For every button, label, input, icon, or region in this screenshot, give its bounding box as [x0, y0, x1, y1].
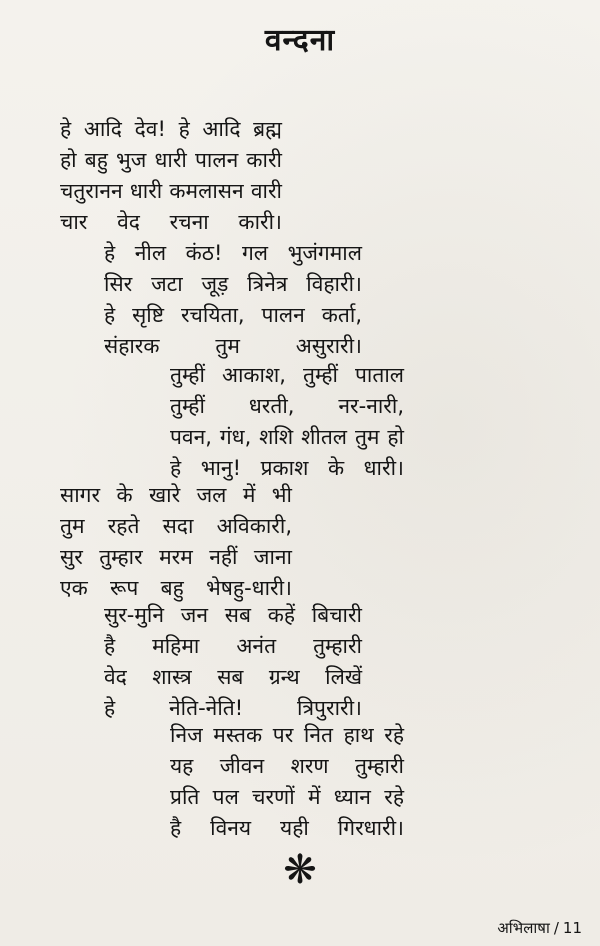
stanza-1: [60, 114, 282, 238]
book-title: अभिलाषा: [497, 919, 550, 937]
poem-line: हे नेति-नेति! त्रिपुरारी।: [104, 696, 362, 720]
poem-line: एक रूप बहु भेषहु-धारी।: [60, 576, 292, 600]
poem-line: है महिमा अनंत तुम्हारी: [104, 634, 362, 658]
poem-line: पवन, गंध, शशि शीतल तुम हो: [170, 425, 404, 449]
stanza-4: [60, 480, 292, 604]
poem-line: हे भानु! प्रकाश के धारी।: [170, 456, 404, 480]
poem-title: वन्दना: [264, 23, 336, 58]
poem-line: चतुरानन धारी कमलासन वारी: [60, 179, 282, 203]
poem-line: हे नील कंठ! गल भुजंगमाल: [104, 241, 362, 265]
stanza-6: [170, 720, 404, 844]
stanza-2: [104, 238, 362, 362]
poem-line: यह जीवन शरण तुम्हारी: [170, 754, 404, 778]
poem-line: तुम रहते सदा अविकारी,: [60, 514, 292, 538]
stanza-3: [170, 360, 404, 484]
poem-line: वेद शास्त्र सब ग्रन्थ लिखें: [104, 665, 362, 689]
poem-line: सिर जटा जूड़ त्रिनेत्र विहारी।: [104, 272, 362, 296]
poem-line: चार वेद रचना कारी।: [60, 210, 282, 234]
poem-line: हे सृष्टि रचयिता, पालन कर्ता,: [104, 303, 362, 327]
poem-line: सुर तुम्हार मरम नहीं जाना: [60, 545, 292, 569]
footer-separator: /: [553, 919, 559, 937]
poem-line: प्रति पल चरणों में ध्यान रहे: [170, 785, 404, 809]
stanza-5: [104, 600, 362, 724]
flower-ornament-icon: ❋: [283, 847, 317, 893]
page-footer: [497, 918, 582, 938]
poem-line: हे आदि देव! हे आदि ब्रह्म: [60, 117, 282, 141]
poem-line: है विनय यही गिरधारी।: [170, 816, 404, 840]
poem-line: संहारक तुम असुरारी।: [104, 334, 362, 358]
poem-line: सागर के खारे जल में भी: [60, 483, 292, 507]
poem-line: तुम्हीं आकाश, तुम्हीं पाताल: [170, 363, 404, 387]
poem-line: निज मस्तक पर नित हाथ रहे: [170, 723, 404, 747]
poem-line: सुर-मुनि जन सब कहें बिचारी: [104, 603, 362, 627]
poem-line: हो बहु भुज धारी पालन कारी: [60, 148, 282, 172]
page-number: 11: [562, 919, 582, 937]
poem-line: तुम्हीं धरती, नर-नारी,: [170, 394, 404, 418]
